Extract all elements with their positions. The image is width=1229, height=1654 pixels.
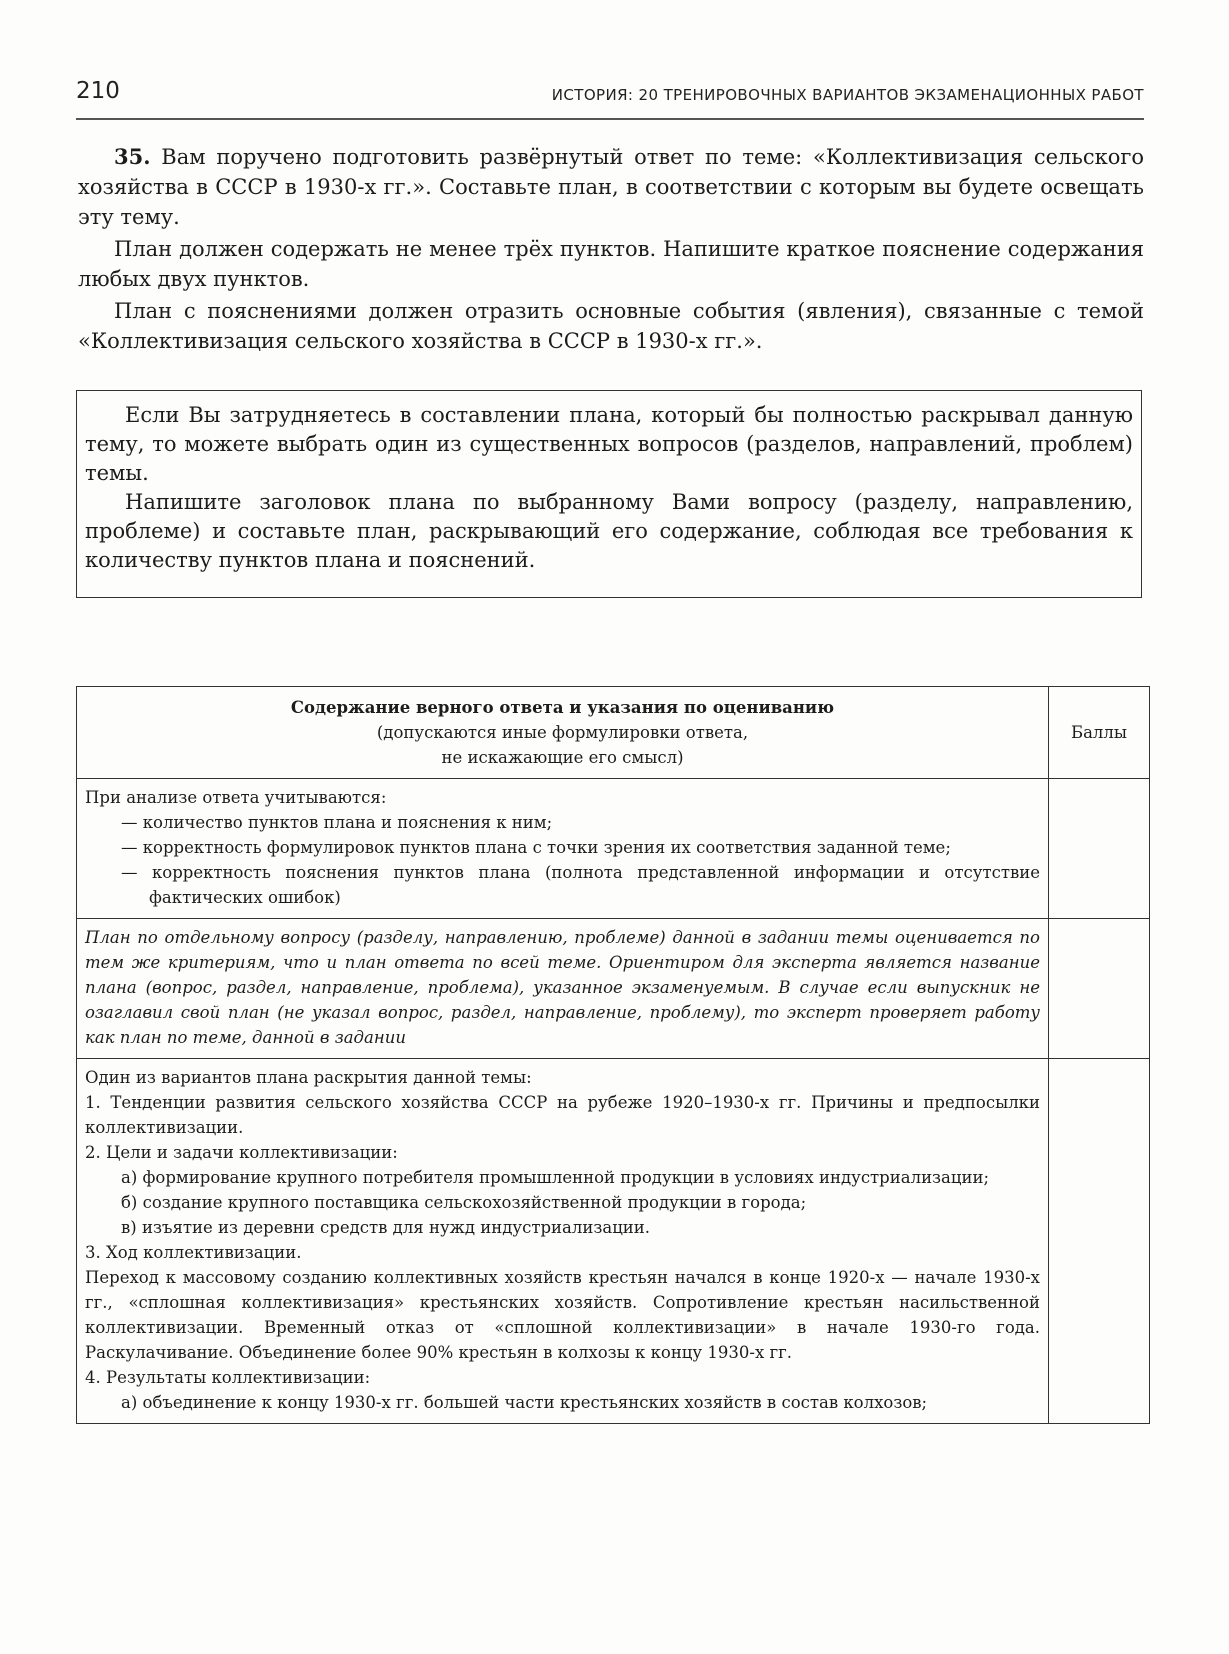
task-35 xyxy=(78,142,1144,358)
criteria-item: — количество пунктов плана и пояснения к ним; xyxy=(121,813,553,832)
plan-item-2: 2. Цели и задачи коллективизации: xyxy=(85,1143,398,1162)
grading-table xyxy=(76,686,1150,1424)
plan-subitem-2b: б) создание крупного поставщика сельскохозяйственной продукции в города; xyxy=(121,1193,807,1212)
note-row xyxy=(77,919,1150,1059)
task-paragraph-2: План должен содержать не менее трёх пунктов. Напишите краткое пояснение содержания любых двух пунктов. xyxy=(78,237,1144,291)
plan-subitem-4a: а) объединение к концу 1930-х гг. большей части крестьянских хозяйств в состав колхозов; xyxy=(121,1393,928,1412)
header-subtitle-1: (допускаются иные формулировки ответа, xyxy=(376,723,749,742)
criteria-points-cell xyxy=(1049,779,1150,919)
grading-header-content xyxy=(77,687,1049,779)
plan-subitem-2a: а) формирование крупного потребителя промышленной продукции в условиях индустриализации; xyxy=(121,1168,990,1187)
criteria-item: — корректность формулировок пунктов плана с точки зрения их соответствия заданной теме; xyxy=(121,838,951,857)
page-number: 210 xyxy=(76,78,120,104)
criteria-intro: При анализе ответа учитываются: xyxy=(85,788,387,807)
running-title: ИСТОРИЯ: 20 ТРЕНИРОВОЧНЫХ ВАРИАНТОВ ЭКЗАМЕНАЦИОННЫХ РАБОТ xyxy=(551,86,1144,104)
task-text-1: Вам поручено подготовить развёрнутый ответ по теме: «Коллективизация сельского хозяйства в СССР в 1930-х гг.». Составьте план, в соответствии с которым вы будете освещать эту тему. xyxy=(78,145,1144,229)
header-points: Баллы xyxy=(1049,687,1150,779)
criteria-cell xyxy=(77,779,1049,919)
header-subtitle-2: не искажающие его смысл) xyxy=(441,748,684,767)
hint-box xyxy=(76,390,1142,598)
plan-cell xyxy=(77,1059,1049,1424)
plan-intro: Один из вариантов плана раскрытия данной темы: xyxy=(85,1068,532,1087)
criteria-item: — корректность пояснения пунктов плана (полнота представленной информации и отсутствие фактических ошибок) xyxy=(121,863,1040,907)
task-paragraph-1 xyxy=(78,142,1144,232)
plan-subitem-2c: в) изъятие из деревни средств для нужд индустриализации. xyxy=(121,1218,651,1237)
hint-paragraph-1: Если Вы затрудняетесь в составлении плана, который бы полностью раскрывал данную тему, то можете выбрать один из существенных вопросов (разделов, направлений, проблем) темы. xyxy=(85,403,1133,485)
criteria-row xyxy=(77,779,1150,919)
task-paragraph-3: План с пояснениями должен отразить основные события (явления), связанные с темой «Коллективизация сельского хозяйства в СССР в 1930-х гг.». xyxy=(78,299,1144,353)
page-header xyxy=(76,74,1144,120)
task-number: 35. xyxy=(114,144,151,169)
plan-item-3-text: Переход к массовому созданию коллективных хозяйств крестьян начался в конце 1920-х — начале 1930-х гг., «сплошная коллективизация» крестьянских хозяйств. Сопротивление крестьян насильственной коллективизации. Временный отказ от «сплошной коллективизации» в начале 1930-го года. Раскулачивание. Объединение более 90% крестьян в колхозы к концу 1930-х гг. xyxy=(85,1268,1040,1362)
plan-item-3: 3. Ход коллективизации. xyxy=(85,1243,302,1262)
hint-paragraph-2: Напишите заголовок плана по выбранному Вами вопросу (разделу, направлению, проблеме) и составьте план, раскрывающий его содержание, соблюдая все требования к количеству пунктов плана и пояснений. xyxy=(85,490,1133,572)
note-cell: План по отдельному вопросу (разделу, направлению, проблеме) данной в задании темы оценивается по тем же критериям, что и план ответа по всей теме. Ориентиром для эксперта является название плана (вопрос, раздел, направление, проблема), указанное экзаменуемым. В случае если выпускник не озаглавил свой план (не указал вопрос, раздел, направление, проблему), то эксперт проверяет работу как план по теме, данной в задании xyxy=(77,919,1049,1059)
plan-item-4: 4. Результаты коллективизации: xyxy=(85,1368,371,1387)
plan-item-1: 1. Тенденции развития сельского хозяйства СССР на рубеже 1920–1930-х гг. Причины и предпосылки коллективизации. xyxy=(85,1093,1040,1137)
header-title: Содержание верного ответа и указания по оцениванию xyxy=(290,698,835,717)
grading-header-row xyxy=(77,687,1150,779)
plan-points-cell xyxy=(1049,1059,1150,1424)
plan-row xyxy=(77,1059,1150,1424)
note-points-cell xyxy=(1049,919,1150,1059)
